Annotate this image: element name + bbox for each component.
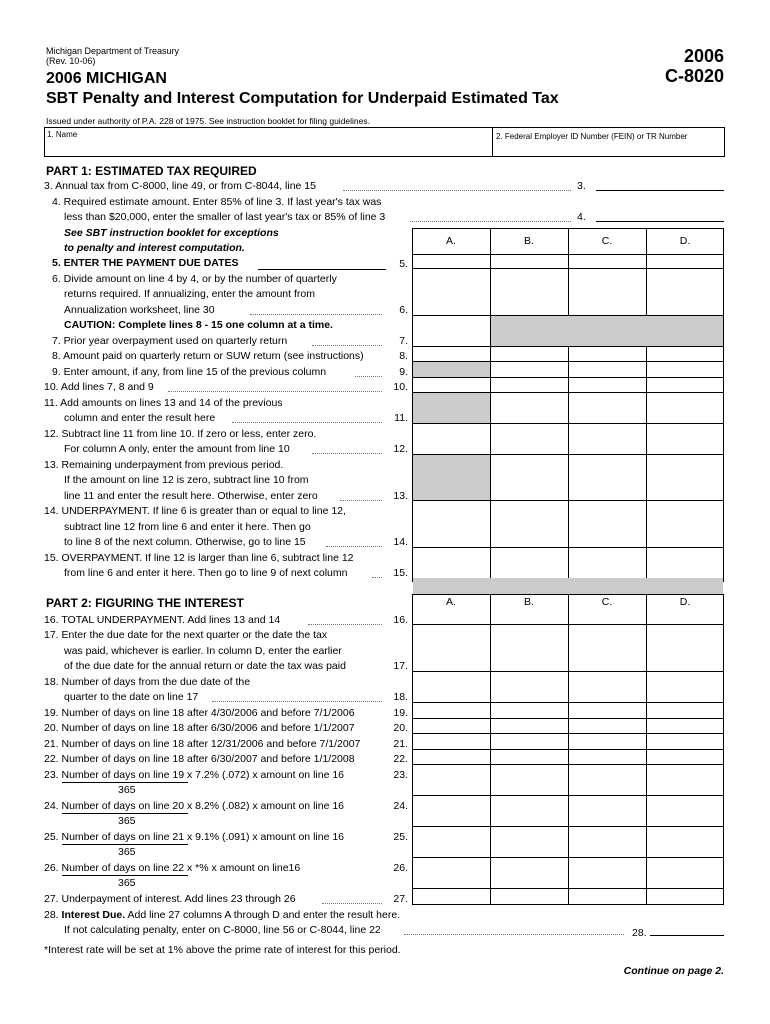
line24-label: 24. Number of days on line 20 x 8.2% (.082) x amount on line 16 [44,800,345,812]
column-c-header: C. [601,235,613,247]
line9-label: 9. Enter amount, if any, from line 15 of the previous column [52,366,327,378]
fein-field[interactable] [496,142,722,156]
revision: (Rev. 10-06) [46,56,96,66]
line15-label-cont: from line 6 and enter it here. Then go to line 9 of next column [64,567,348,579]
shaded-cell [413,393,490,423]
line28-prefix: 28. [44,909,59,921]
part1-title: PART 1: ESTIMATED TAX REQUIRED [46,164,257,178]
interest-rate-note: *Interest rate will be set at 1% above the prime rate of interest for this period. [44,944,401,956]
line10-number: 10. [393,381,408,393]
line9-number: 9. [399,366,408,378]
exceptions-note: See SBT instruction booklet for exceptions [64,227,279,239]
line4-field[interactable] [596,220,724,222]
line27-label: 27. Underpayment of interest. Add lines 23 through 26 [44,893,296,905]
line7-label: 7. Prior year overpayment used on quarterly return [52,335,288,347]
form-year: 2006 [683,46,724,66]
continue-note: Continue on page 2. [623,965,724,977]
row-line [412,795,724,796]
line12-label: 12. Subtract line 11 from line 10. If zero or less, enter zero. [44,428,317,440]
line13-number: 13. [393,490,408,502]
row-line [412,857,724,858]
row-line [412,888,724,889]
column-a-header: A. [446,596,456,608]
row-line [412,254,724,255]
line27-leader [322,903,382,904]
caution-note: CAUTION: Complete lines 8 - 15 one column at a time. [64,319,333,331]
line15-label: 15. OVERPAYMENT. If line 12 is larger than line 6, subtract line 12 [44,552,354,564]
row-line [412,826,724,827]
line17-label-cont: of the due date for the annual return or date the tax was paid [64,660,346,672]
row-line [412,671,724,672]
line4-label: 4. Required estimate amount. Enter 85% of line 3. If last year's tax was [52,196,382,208]
line6-leader [250,314,382,315]
line12-number: 12. [393,443,408,455]
line28-number: 28. [632,927,647,939]
line8-number: 8. [399,350,408,362]
shaded-cell [491,316,723,346]
line24-number: 24. [393,800,408,812]
shaded-cell [413,455,490,500]
line12-leader [312,453,382,454]
line13-label-cont: line 11 and enter the result here. Otherwise, enter zero [64,490,318,502]
line27-number: 27. [393,893,408,905]
line14-number: 14. [393,536,408,548]
line17-label-cont: was paid, whichever is earlier. In column D, enter the earlier [64,645,342,657]
row-line [412,423,724,424]
line26-number: 26. [393,862,408,874]
department: Michigan Department of Treasury [46,46,180,56]
line14-label-cont: to line 8 of the next column. Otherwise, go to line 15 [64,536,306,548]
shaded-cell [413,578,723,594]
line17-label: 17. Enter the due date for the next quarter or the date the tax [44,629,328,641]
line23-label: 23. Number of days on line 19 x 7.2% (.072) x amount on line 16 [44,769,345,781]
line4-label-cont: less than $20,000, enter the smaller of last year's tax or 85% of line 3 [64,211,386,223]
line23-number: 23. [393,769,408,781]
line11-label-cont: column and enter the result here [64,412,216,424]
line23-fraction-bar [62,781,188,783]
line13-label-cont: If the amount on line 12 is zero, subtract line 10 from [64,474,309,486]
line25-label: 25. Number of days on line 21 x 9.1% (.091) x amount on line 16 [44,831,345,843]
line25-fraction-bar [62,843,188,845]
line11-leader [232,422,382,423]
line18-label: 18. Number of days from the due date of the [44,676,251,688]
line25-denominator: 365 [118,846,136,858]
line16-label: 16. TOTAL UNDERPAYMENT. Add lines 13 and 14 [44,614,281,626]
line12-label-cont: For column A only, enter the amount from line 10 [64,443,290,455]
line19-number: 19. [393,707,408,719]
line22-label: 22. Number of days on line 18 after 6/30/2007 and before 1/1/2008 [44,753,355,765]
line25-number: 25. [393,831,408,843]
line28-leader [404,934,624,935]
line28-field[interactable] [650,934,724,936]
identity-divider [492,127,493,157]
row-line [412,718,724,719]
row-line [412,547,724,548]
row-line [412,268,724,269]
part1-col-divider [568,228,569,582]
form-title: SBT Penalty and Interest Computation for Underpaid Estimated Tax [46,90,559,107]
line8-label: 8. Amount paid on quarterly return or SUW return (see instructions) [52,350,364,362]
line5-number: 5. [399,258,408,270]
line26-label: 26. Number of days on line 22 x *% x amount on line16 [44,862,301,874]
line18-leader [212,701,382,702]
line6-label-cont: returns required. If annualizing, enter the amount from [64,288,315,300]
line16-number: 16. [393,614,408,626]
column-b-header: B. [524,235,534,247]
name-field[interactable] [46,140,486,156]
line3-leader [343,190,571,191]
line17-number: 17. [393,660,408,672]
line6-number: 6. [399,304,408,316]
row-line [412,733,724,734]
line10-label: 10. Add lines 7, 8 and 9 [44,381,154,393]
name-label: 1. Name [47,130,78,139]
form-number: C-8020 [664,66,724,86]
line19-label: 19. Number of days on line 18 after 4/30/2006 and before 7/1/2006 [44,707,355,719]
shaded-cell [413,362,490,377]
line6-label-cont: Annualization worksheet, line 30 [64,304,215,316]
form-title-state: 2006 MICHIGAN [46,70,167,87]
line14-label-cont: subtract line 12 from line 6 and enter it here. Then go [64,521,311,533]
line10-leader [168,391,382,392]
line15-number: 15. [393,567,408,579]
row-line [412,500,724,501]
column-b-header: B. [524,596,534,608]
column-c-header: C. [601,596,613,608]
line14-leader [326,546,382,547]
line4-leader [410,221,571,222]
line14-label: 14. UNDERPAYMENT. If line 6 is greater than or equal to line 12, [44,505,346,517]
line11-label: 11. Add amounts on lines 13 and 14 of the previous [44,397,283,409]
row-line [412,702,724,703]
line18-number: 18. [393,691,408,703]
fein-label: 2. Federal Employer ID Number (FEIN) or TR Number [496,132,688,141]
line24-denominator: 365 [118,815,136,827]
line26-denominator: 365 [118,877,136,889]
line11-number: 11. [394,412,408,424]
row-line [412,764,724,765]
authority-note: Issued under authority of P.A. 228 of 1975. See instruction booklet for filing guidelines. [46,116,370,126]
line5-label: 5. ENTER THE PAYMENT DUE DATES [52,257,239,269]
exceptions-note-cont: to penalty and interest computation. [64,242,245,254]
part1-col-divider [490,228,491,582]
line6-label: 6. Divide amount on line 4 by 4, or by the number of quarterly [52,273,337,285]
line21-label: 21. Number of days on line 18 after 12/31/2006 and before 7/1/2007 [44,738,361,750]
line24-fraction-bar [62,812,188,814]
line3-field[interactable] [596,189,724,191]
line3-number: 3. [577,180,586,192]
part1-col-divider [646,228,647,582]
line28-label-cont: If not calculating penalty, enter on C-8000, line 56 or C-8044, line 22 [64,924,381,936]
line28-text: Add line 27 columns A through D and enter the result here. [127,909,401,921]
line7-leader [312,345,382,346]
line13-label: 13. Remaining underpayment from previous period. [44,459,284,471]
line28-label [44,909,400,922]
column-d-header: D. [679,596,691,608]
line21-number: 21. [393,738,408,750]
line13-leader [340,500,382,501]
row-line [412,346,724,347]
line28-bold: Interest Due. [61,909,126,921]
line4-number: 4. [577,211,586,223]
line22-number: 22. [393,753,408,765]
line23-denominator: 365 [118,784,136,796]
row-line [412,624,724,625]
column-d-header: D. [679,235,691,247]
row-line [412,749,724,750]
line16-leader [308,624,382,625]
row-line [412,377,724,378]
part2-title: PART 2: FIGURING THE INTEREST [46,596,244,610]
line20-number: 20. [393,722,408,734]
line3-label: 3. Annual tax from C-8000, line 49, or from C-8044, line 15 [44,180,316,192]
column-a-header: A. [446,235,456,247]
line5-underline [258,268,386,270]
line20-label: 20. Number of days on line 18 after 6/30/2006 and before 1/1/2007 [44,722,355,734]
line26-fraction-bar [62,874,188,876]
line18-label-cont: quarter to the date on line 17 [64,691,199,703]
line7-number: 7. [399,335,408,347]
